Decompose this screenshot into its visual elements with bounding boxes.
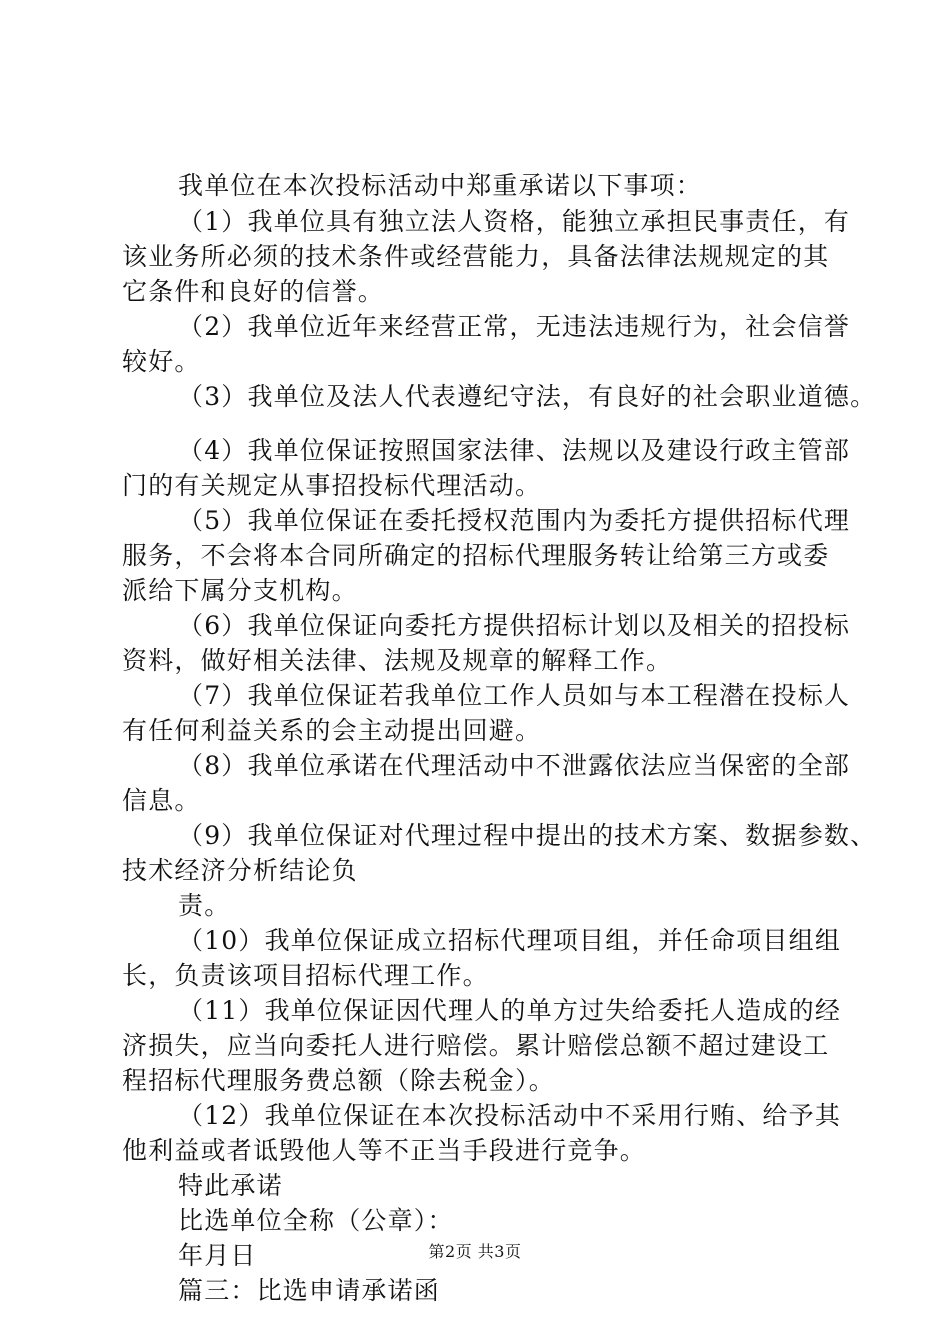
section-heading: 篇三：比选申请承诺函 bbox=[178, 1276, 441, 1305]
item-3-line-1: （3）我单位及法人代表遵纪守法，有良好的社会职业道德。 bbox=[178, 382, 877, 411]
item-5-line-1: （5）我单位保证在委托授权范围内为委托方提供招标代理 bbox=[178, 506, 851, 535]
intro-line: 我单位在本次投标活动中郑重承诺以下事项： bbox=[178, 171, 703, 200]
item-12-line-2: 他利益或者诋毁他人等不正当手段进行竞争。 bbox=[122, 1136, 647, 1165]
item-9-line-3: 责。 bbox=[178, 891, 231, 920]
item-1-line-1: （1）我单位具有独立法人资格，能独立承担民事责任，有 bbox=[178, 207, 851, 236]
item-11-line-3: 程招标代理服务费总额（除去税金）。 bbox=[122, 1066, 555, 1095]
item-8-line-2: 信息。 bbox=[122, 786, 201, 815]
item-9-line-2: 技术经济分析结论负 bbox=[122, 856, 358, 885]
item-5-line-3: 派给下属分支机构。 bbox=[122, 576, 358, 605]
item-11-line-1: （11）我单位保证因代理人的单方过失给委托人造成的经 bbox=[178, 996, 842, 1025]
item-5-line-2: 服务，不会将本合同所确定的招标代理服务转让给第三方或委 bbox=[122, 541, 830, 570]
item-8-line-1: （8）我单位承诺在代理活动中不泄露依法应当保密的全部 bbox=[178, 751, 851, 780]
item-10-line-1: （10）我单位保证成立招标代理项目组，并任命项目组组 bbox=[178, 926, 842, 955]
date-line: 年月日 bbox=[178, 1241, 257, 1270]
item-6-line-1: （6）我单位保证向委托方提供招标计划以及相关的招投标 bbox=[178, 611, 851, 640]
item-10-line-2: 长，负责该项目招标代理工作。 bbox=[122, 961, 489, 990]
item-9-line-1: （9）我单位保证对代理过程中提出的技术方案、数据参数、 bbox=[178, 821, 877, 850]
item-1-line-2: 该业务所必须的技术条件或经营能力，具备法律法规规定的其 bbox=[122, 242, 830, 271]
page-number-footer: 第2页 共3页 bbox=[428, 1242, 522, 1261]
item-6-line-2: 资料，做好相关法律、法规及规章的解释工作。 bbox=[122, 646, 673, 675]
item-2-line-1: （2）我单位近年来经营正常，无违法违规行为，社会信誉 bbox=[178, 312, 851, 341]
closing-line: 特此承诺 bbox=[178, 1171, 283, 1200]
item-12-line-1: （12）我单位保证在本次投标活动中不采用行贿、给予其 bbox=[178, 1101, 842, 1130]
item-2-line-2: 较好。 bbox=[122, 347, 201, 376]
item-4-line-1: （4）我单位保证按照国家法律、法规以及建设行政主管部 bbox=[178, 436, 851, 465]
item-7-line-1: （7）我单位保证若我单位工作人员如与本工程潜在投标人 bbox=[178, 681, 851, 710]
item-4-line-2: 门的有关规定从事招投标代理活动。 bbox=[122, 471, 542, 500]
item-7-line-2: 有任何利益关系的会主动提出回避。 bbox=[122, 716, 542, 745]
signatory-line: 比选单位全称（公章）： bbox=[178, 1206, 454, 1235]
item-11-line-2: 济损失，应当向委托人进行赔偿。累计赔偿总额不超过建设工 bbox=[122, 1031, 830, 1060]
item-1-line-3: 它条件和良好的信誉。 bbox=[122, 277, 385, 306]
